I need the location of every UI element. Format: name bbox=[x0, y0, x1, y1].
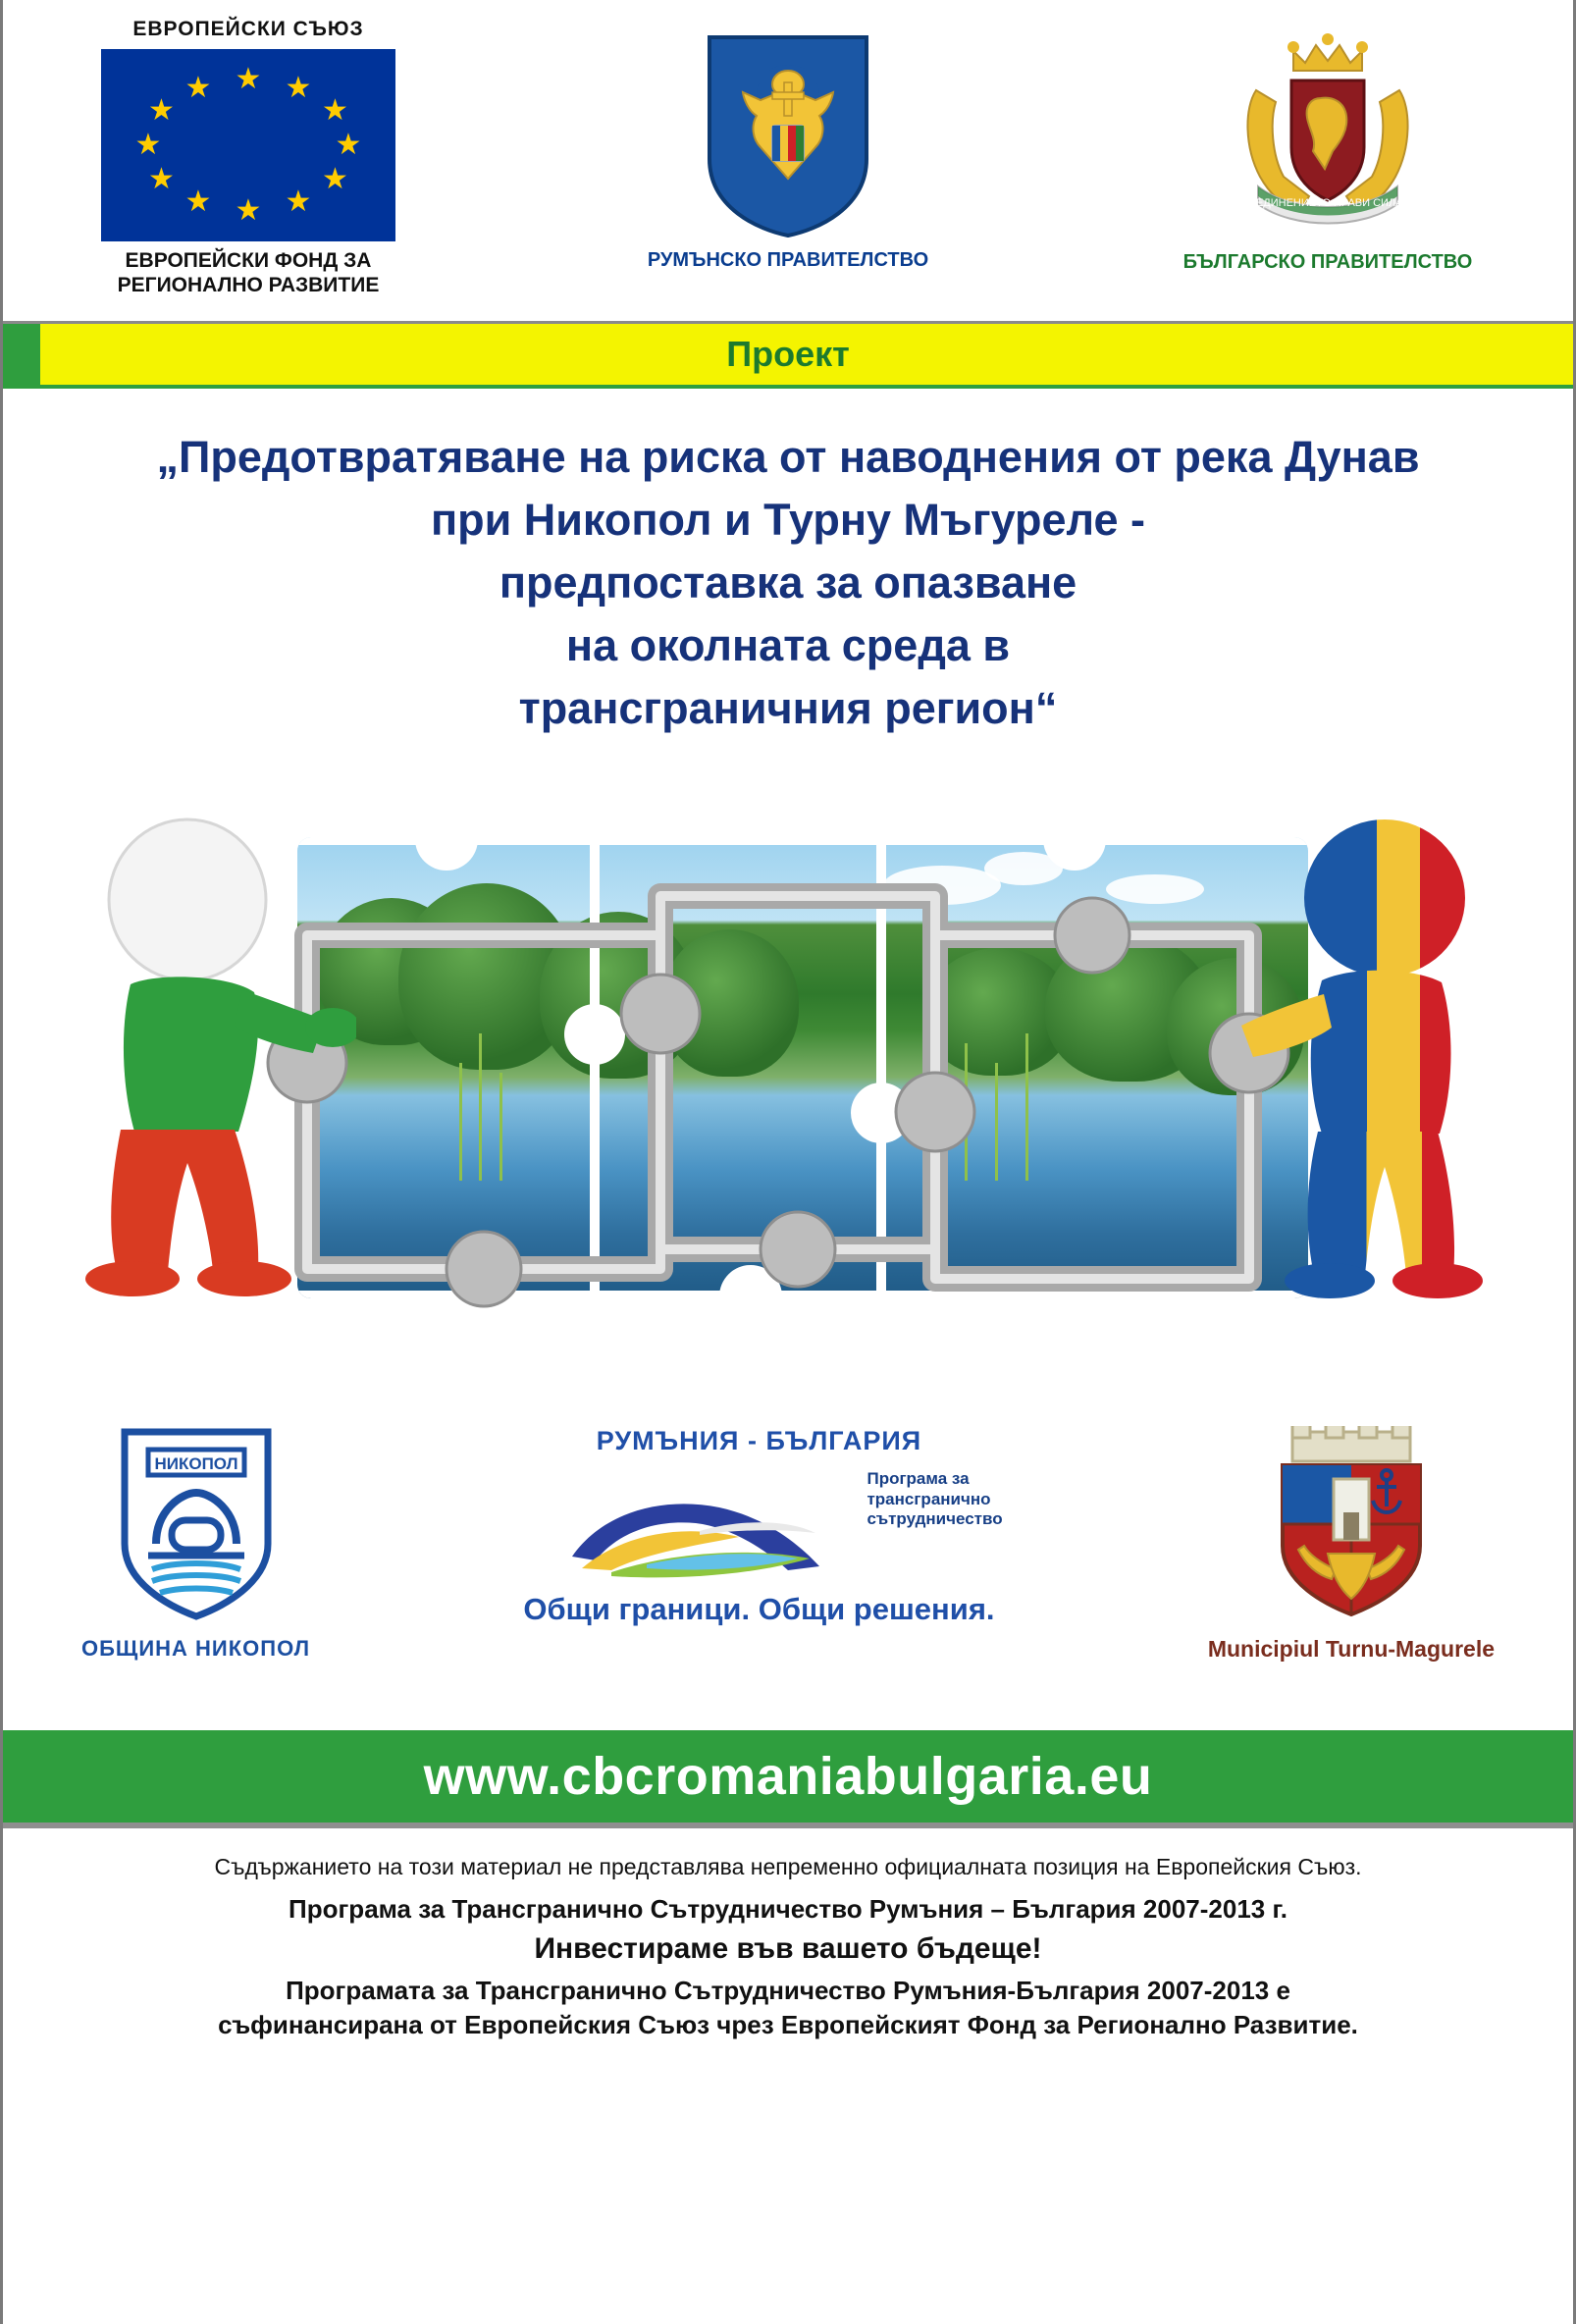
title-line-5: трансграничния регион“ bbox=[518, 682, 1058, 733]
page-title bbox=[3, 389, 1573, 749]
bulgaria-caption: БЪЛГАРСКО ПРАВИТЕЛСТВО bbox=[1182, 251, 1473, 273]
bulgaria-logo-block bbox=[1122, 18, 1534, 274]
bulgaria-coat-of-arms-icon bbox=[1215, 29, 1441, 241]
puzzle-frame bbox=[248, 818, 1367, 1328]
footer bbox=[3, 1828, 1573, 2057]
eu-caption-top: ЕВРОПЕЙСКИ СЪЮЗ bbox=[132, 18, 364, 40]
title-line-4: на околната среда в bbox=[565, 619, 1011, 670]
website-bar bbox=[3, 1730, 1573, 1828]
header-logos bbox=[3, 0, 1573, 324]
programme-subtitle-line2: трансгранично bbox=[867, 1489, 991, 1508]
illustration bbox=[3, 759, 1573, 1406]
project-bar-label: Проект bbox=[726, 334, 850, 374]
title-line-3: предпоставка за опазване bbox=[499, 556, 1077, 607]
romania-caption: РУМЪНСКО ПРАВИТЕЛСТВО bbox=[647, 249, 929, 271]
svg-text:СЪЕДИНЕНИЕТО ПРАВИ СИЛАТА: СЪЕДИНЕНИЕТО ПРАВИ СИЛАТА bbox=[1239, 197, 1416, 209]
title-line-2: при Никопол и Турну Мъгуреле - bbox=[430, 494, 1146, 545]
eu-caption-bottom-line1: ЕВРОПЕЙСКИ ФОНД ЗА bbox=[125, 249, 372, 272]
turnu-magurele-crest-icon bbox=[1263, 1426, 1440, 1622]
footer-programme-line: Програма за Трансгранично Сътрудничество Румъния – България 2007-2013 г. bbox=[289, 1894, 1287, 1925]
footer-financing-line-1: Програмата за Трансгранично Сътрудничество Румъния-България 2007-2013 е bbox=[286, 1976, 1290, 2006]
footer-financing-line-2: съфинансирана от Европейския Съюз чрез Европейският Фонд за Регионално Развитие. bbox=[218, 2009, 1358, 2039]
partner-nikopol bbox=[81, 1426, 310, 1662]
footer-disclaimer: Съдържанието на този материал не представлява непременно официалната позиция на Европейския Съюз. bbox=[214, 1854, 1362, 1880]
nikopol-caption: ОБЩИНА НИКОПОЛ bbox=[81, 1636, 311, 1662]
eu-logo-block bbox=[42, 18, 454, 298]
romania-logo-block bbox=[602, 18, 974, 272]
programme-subtitle-line1: Програма за bbox=[867, 1469, 970, 1489]
eu-flag-icon: ★ ★ ★ ★ ★ ★ ★ ★ ★ ★ ★ ★ bbox=[101, 49, 395, 241]
title-line-1: „Предотвратяване на риска от наводнения от река Дунав bbox=[156, 432, 1420, 482]
eu-caption-bottom-line2: РЕГИОНАЛНО РАЗВИТИЕ bbox=[117, 273, 380, 296]
svg-text:НИКОПОЛ: НИКОПОЛ bbox=[154, 1454, 238, 1474]
footer-slogan: Инвестираме във вашето бъдеще! bbox=[534, 1932, 1042, 1966]
partner-turnu-magurele bbox=[1208, 1426, 1495, 1663]
project-bar bbox=[3, 324, 1573, 389]
eu-caption-bottom bbox=[118, 249, 380, 298]
programme-slogan: Общи граници. Общи решения. bbox=[523, 1592, 995, 1627]
partner-logos bbox=[3, 1406, 1573, 1730]
programme-top-label: РУМЪНИЯ - БЪЛГАРИЯ bbox=[596, 1426, 922, 1456]
partner-programme bbox=[454, 1426, 1063, 1627]
turnu-magurele-caption: Municipiul Turnu-Magurele bbox=[1207, 1636, 1495, 1663]
programme-subtitle-line3: сътрудничество bbox=[867, 1509, 1003, 1529]
bulgaria-figure-icon bbox=[62, 818, 356, 1308]
cbc-programme-logo-icon bbox=[552, 1462, 965, 1580]
romania-coat-of-arms-icon bbox=[700, 31, 876, 239]
nikopol-municipality-crest-icon bbox=[113, 1426, 280, 1622]
romania-figure-icon bbox=[1220, 818, 1514, 1308]
website-url[interactable]: www.cbcromaniabulgaria.eu bbox=[423, 1747, 1153, 1807]
